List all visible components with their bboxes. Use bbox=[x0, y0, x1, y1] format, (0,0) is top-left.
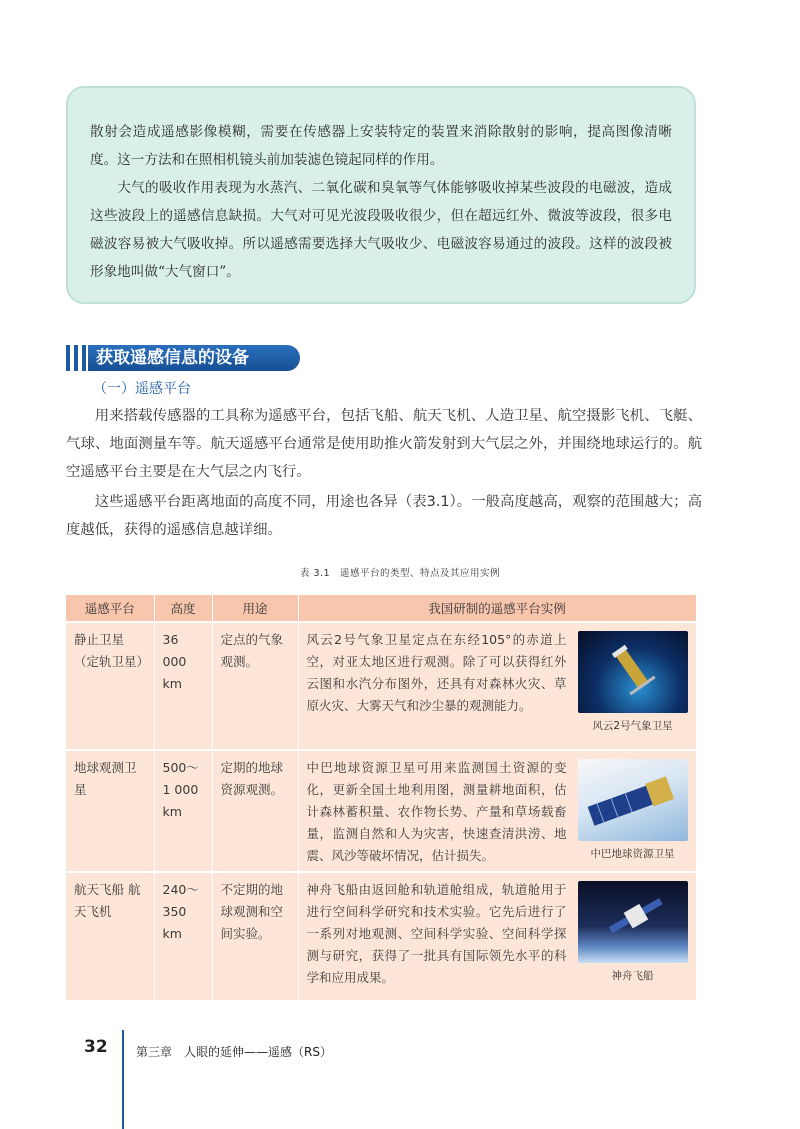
body-text bbox=[66, 402, 702, 546]
platform-table bbox=[66, 595, 697, 1000]
cell-example bbox=[298, 872, 696, 1000]
cell-example bbox=[298, 622, 696, 750]
cell-platform: 静止卫星（定轨卫星） bbox=[66, 622, 154, 750]
header-example: 我国研制的遥感平台实例 bbox=[298, 595, 696, 622]
footer-divider bbox=[122, 1030, 124, 1129]
example-text: 神舟飞船由返回舱和轨道舱组成，轨道舱用于进行空间科学研究和技术实验。它先后进行了一系列对地观测、空间科学实验、空间科学探测与研究，获得了一批具有国际领先水平的科学和应用成果。 bbox=[306, 882, 567, 985]
body-paragraph-platforms: 用来搭载传感器的工具称为遥感平台，包括飞船、航天飞机、人造卫星、航空摄影飞机、飞艇、气球、地面测量车等。航天遥感平台通常是使用助推火箭发射到大气层之外，并围绕地球运行的。航空遥感平台主要是在大气层之内飞行。 bbox=[66, 408, 702, 480]
cbers-satellite-image bbox=[578, 759, 688, 841]
table-caption: 表 3.1 遥感平台的类型、特点及其应用实例 bbox=[299, 568, 501, 579]
body-paragraph-heights: 这些遥感平台距离地面的高度不同，用途也各异（表3.1）。一般高度越高，观察的范围越大；高度越低，获得的遥感信息越详细。 bbox=[66, 494, 702, 538]
figure-caption: 神舟飞船 bbox=[611, 970, 654, 982]
cell-height: 500～1 000 km bbox=[154, 750, 212, 872]
header-height: 高度 bbox=[154, 595, 212, 622]
header-use: 用途 bbox=[212, 595, 298, 622]
cell-platform: 地球观测卫星 bbox=[66, 750, 154, 872]
cell-use: 定点的气象观测。 bbox=[212, 622, 298, 750]
cell-platform: 航天飞船 航天飞机 bbox=[66, 872, 154, 1000]
note-paragraph-scattering: 散射会造成遥感影像模糊，需要在传感器上安装特定的装置来消除散射的影响，提高图像清晰度。这一方法和在照相机镜头前加装滤色镜起同样的作用。 bbox=[90, 124, 672, 168]
table-row bbox=[66, 750, 696, 872]
figure-caption: 中巴地球资源卫星 bbox=[590, 848, 675, 860]
header-platform: 遥感平台 bbox=[66, 595, 154, 622]
reading-note-box bbox=[66, 86, 696, 304]
figure-shenzhou bbox=[578, 881, 688, 987]
table-row bbox=[66, 872, 696, 1000]
figure-fy2 bbox=[578, 631, 688, 737]
figure-cbers bbox=[578, 759, 688, 865]
subsection-title: （一）遥感平台 bbox=[93, 381, 191, 397]
cell-height: 36 000 km bbox=[154, 622, 212, 750]
chapter-title: 第三章 人眼的延伸——遥感（RS） bbox=[136, 1045, 332, 1059]
cell-example bbox=[298, 750, 696, 872]
table-row bbox=[66, 622, 696, 750]
page-number: 32 bbox=[84, 1037, 108, 1057]
cell-height: 240～350 km bbox=[154, 872, 212, 1000]
note-paragraph-absorption: 大气的吸收作用表现为水蒸汽、二氧化碳和臭氧等气体能够吸收掉某些波段的电磁波，造成这些波段上的遥感信息缺损。大气对可见光波段吸收很少，但在超远红外、微波等波段，很多电磁波容易被大气吸收掉。所以遥感需要选择大气吸收少、电磁波容易通过的波段。这样的波段被形象地叫做“大气窗口”。 bbox=[90, 180, 672, 280]
shenzhou-spacecraft-image bbox=[578, 881, 688, 963]
cell-use: 不定期的地球观测和空间实验。 bbox=[212, 872, 298, 1000]
figure-caption: 风云2号气象卫星 bbox=[592, 720, 673, 732]
section-bars-decoration bbox=[66, 345, 88, 371]
example-text: 风云2号气象卫星定点在东经105°的赤道上空，对亚太地区进行观测。除了可以获得红外云图和水汽分布图外，还具有对森林火灾、草原火灾、大雾天气和沙尘暴的观测能力。 bbox=[306, 632, 567, 713]
fy2-satellite-image bbox=[578, 631, 688, 713]
example-text: 中巴地球资源卫星可用来监测国土资源的变化，更新全国土地利用图，测量耕地面积，估计森林蓄积量、农作物长势、产量和草场载畜量，监测自然和人为灾害，快速查清洪涝、地震、风沙等破坏情况，估计损失。 bbox=[306, 760, 567, 863]
cell-use: 定期的地球资源观测。 bbox=[212, 750, 298, 872]
section-title: 获取遥感信息的设备 bbox=[88, 345, 300, 371]
table-header-row bbox=[66, 595, 696, 622]
section-heading bbox=[66, 345, 306, 371]
